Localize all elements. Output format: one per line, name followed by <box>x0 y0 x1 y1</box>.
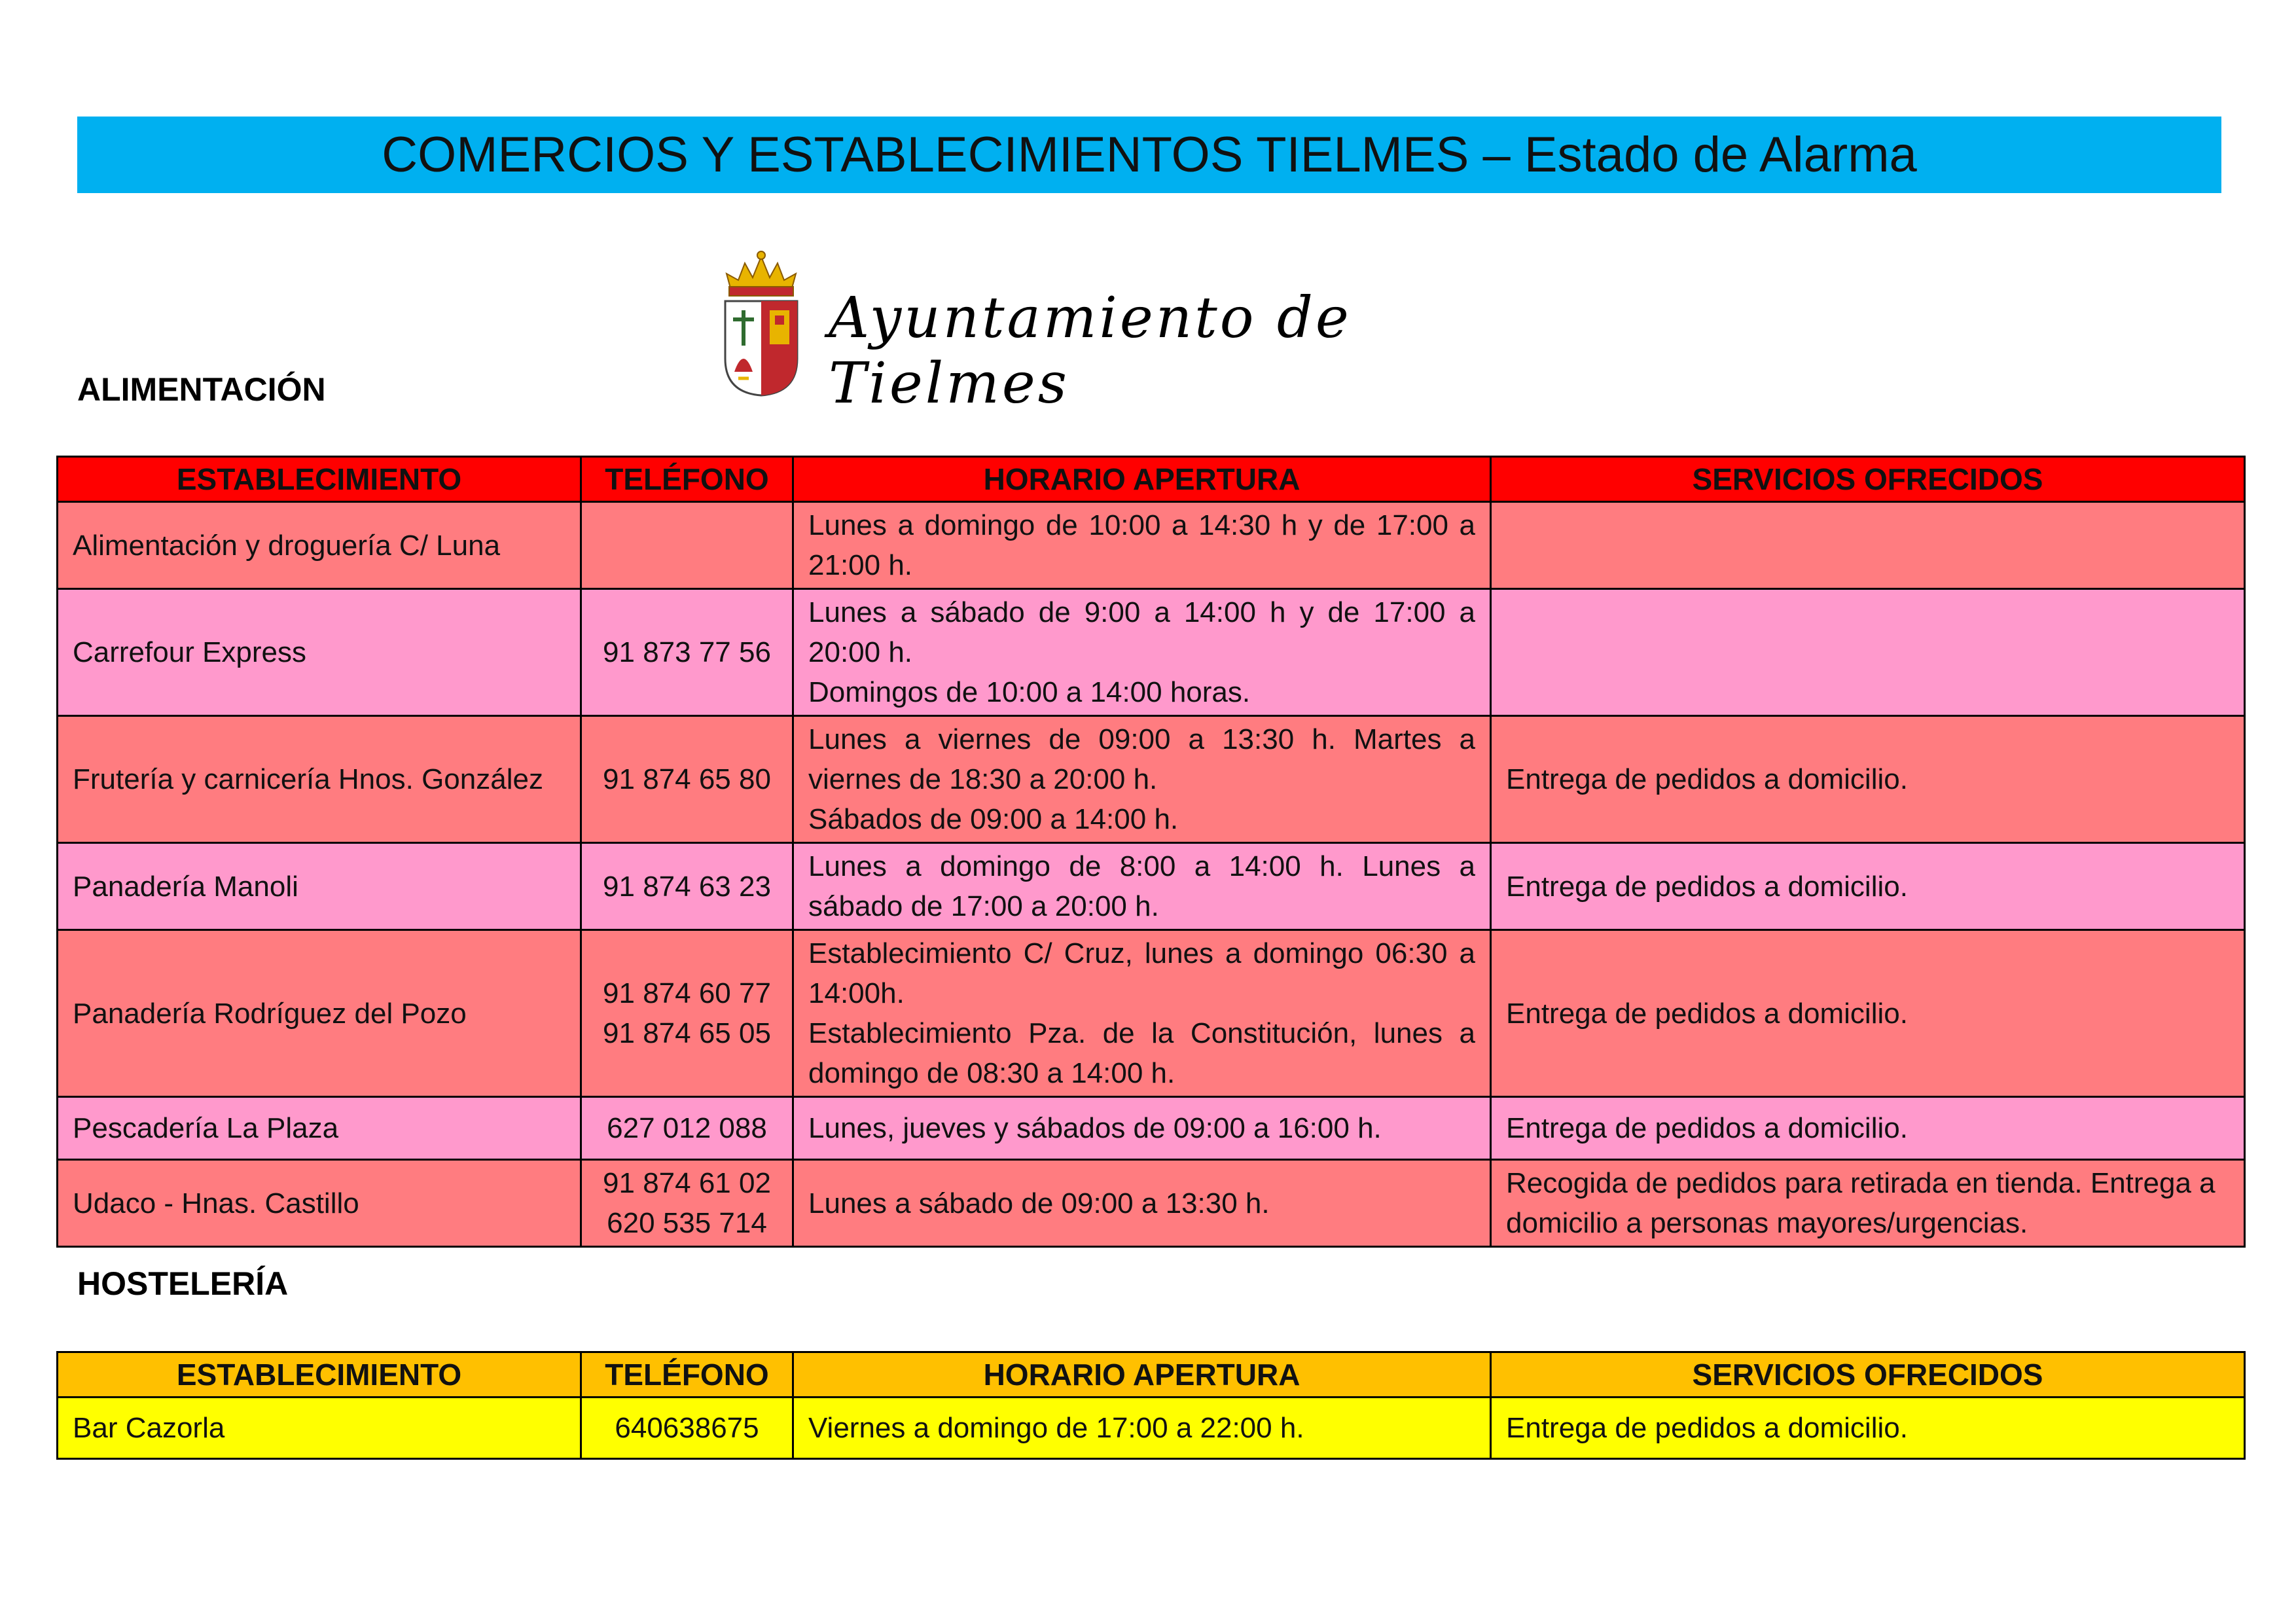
cell-establecimiento: Frutería y carnicería Hnos. González <box>58 716 581 843</box>
hours-line: Lunes a viernes de 09:00 a 13:30 h. Martes a viernes de 18:30 a 20:00 h. <box>808 723 1475 795</box>
cell-horario <box>793 843 1491 930</box>
alimentacion-table <box>56 456 2246 1248</box>
cell-establecimiento: Panadería Manoli <box>58 843 581 930</box>
cell-horario <box>793 1160 1491 1247</box>
phone-number: 91 874 63 23 <box>603 870 771 903</box>
cell-horario <box>793 930 1491 1097</box>
cell-servicios <box>1491 589 2245 716</box>
table-row <box>58 716 2245 843</box>
column-header-horario: HORARIO APERTURA <box>793 457 1491 502</box>
phone-number: 91 874 61 02 <box>603 1167 771 1199</box>
section-title-hosteleria: HOSTELERÍA <box>77 1265 289 1302</box>
cell-servicios: Entrega de pedidos a domicilio. <box>1491 1398 2245 1459</box>
hours-line: Lunes a domingo de 8:00 a 14:00 h. Lunes a sábado de 17:00 a 20:00 h. <box>808 850 1475 922</box>
column-header-telefono: TELÉFONO <box>581 1352 793 1398</box>
cell-servicios: Recogida de pedidos para retirada en tienda. Entrega a domicilio a personas mayores/urgencias. <box>1491 1160 2245 1247</box>
cell-horario <box>793 716 1491 843</box>
cell-establecimiento: Udaco - Hnas. Castillo <box>58 1160 581 1247</box>
column-header-horario: HORARIO APERTURA <box>793 1352 1491 1398</box>
cell-establecimiento: Carrefour Express <box>58 589 581 716</box>
cell-telefono <box>581 716 793 843</box>
hours-line: Viernes a domingo de 17:00 a 22:00 h. <box>808 1412 1304 1444</box>
cell-telefono <box>581 843 793 930</box>
phone-number: 91 874 60 77 <box>603 977 771 1009</box>
cell-telefono <box>581 1160 793 1247</box>
municipal-logo <box>719 247 1504 416</box>
cell-telefono <box>581 930 793 1097</box>
hours-line: Lunes a sábado de 9:00 a 14:00 h y de 17:00 a 20:00 h. <box>808 596 1475 668</box>
table-header-row <box>58 457 2245 502</box>
cell-telefono <box>581 1398 793 1459</box>
cell-horario <box>793 1097 1491 1160</box>
table-row <box>58 589 2245 716</box>
table-row <box>58 1398 2245 1459</box>
column-header-telefono: TELÉFONO <box>581 457 793 502</box>
cell-servicios: Entrega de pedidos a domicilio. <box>1491 843 2245 930</box>
coat-of-arms-icon <box>719 247 804 398</box>
cell-establecimiento: Alimentación y droguería C/ Luna <box>58 502 581 589</box>
table-row <box>58 930 2245 1097</box>
hours-line: Domingos de 10:00 a 14:00 horas. <box>808 676 1251 708</box>
page-title: COMERCIOS Y ESTABLECIMIENTOS TIELMES – Estado de Alarma <box>382 127 1917 183</box>
cell-establecimiento: Panadería Rodríguez del Pozo <box>58 930 581 1097</box>
phone-number: 640638675 <box>615 1412 759 1444</box>
hours-line: Sábados de 09:00 a 14:00 h. <box>808 803 1179 835</box>
cell-telefono <box>581 1097 793 1160</box>
cell-telefono <box>581 502 793 589</box>
phone-number: 91 874 65 05 <box>603 1017 771 1049</box>
column-header-servicios: SERVICIOS OFRECIDOS <box>1491 1352 2245 1398</box>
cell-horario <box>793 502 1491 589</box>
table-header-row <box>58 1352 2245 1398</box>
cell-establecimiento: Bar Cazorla <box>58 1398 581 1459</box>
hours-line: Establecimiento C/ Cruz, lunes a domingo 06:30 a 14:00h. <box>808 937 1475 1009</box>
cell-establecimiento: Pescadería La Plaza <box>58 1097 581 1160</box>
hours-line: Lunes a sábado de 09:00 a 13:30 h. <box>808 1187 1270 1219</box>
section-title-alimentacion: ALIMENTACIÓN <box>77 371 326 408</box>
phone-number: 91 873 77 56 <box>603 636 771 668</box>
hours-line: Establecimiento Pza. de la Constitución, lunes a domingo de 08:30 a 14:00 h. <box>808 1017 1475 1089</box>
cell-horario <box>793 589 1491 716</box>
table-row <box>58 1160 2245 1247</box>
hosteleria-table <box>56 1351 2246 1460</box>
column-header-establecimiento: ESTABLECIMIENTO <box>58 457 581 502</box>
logo-text: Ayuntamiento de Tielmes <box>829 285 1352 416</box>
cell-horario <box>793 1398 1491 1459</box>
cell-servicios: Entrega de pedidos a domicilio. <box>1491 1097 2245 1160</box>
hours-line: Lunes, jueves y sábados de 09:00 a 16:00 h. <box>808 1112 1382 1144</box>
page-title-banner <box>77 117 2221 193</box>
table-row <box>58 502 2245 589</box>
column-header-establecimiento: ESTABLECIMIENTO <box>58 1352 581 1398</box>
hours-line: Lunes a domingo de 10:00 a 14:30 h y de 17:00 a 21:00 h. <box>808 509 1475 581</box>
cell-telefono <box>581 589 793 716</box>
phone-number: 620 535 714 <box>607 1207 767 1239</box>
phone-number: 627 012 088 <box>607 1112 767 1144</box>
phone-number: 91 874 65 80 <box>603 763 771 795</box>
table-row <box>58 843 2245 930</box>
cell-servicios: Entrega de pedidos a domicilio. <box>1491 716 2245 843</box>
cell-servicios: Entrega de pedidos a domicilio. <box>1491 930 2245 1097</box>
column-header-servicios: SERVICIOS OFRECIDOS <box>1491 457 2245 502</box>
table-row <box>58 1097 2245 1160</box>
cell-servicios <box>1491 502 2245 589</box>
